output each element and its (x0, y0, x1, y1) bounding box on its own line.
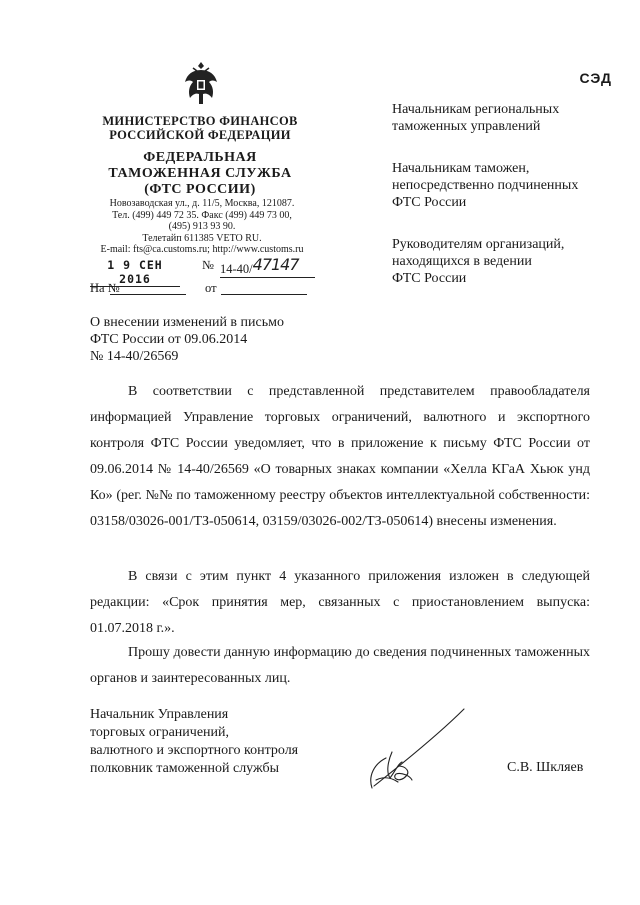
addressee-line: таможенных управлений (392, 119, 541, 134)
ref-number-label: На № (90, 281, 120, 295)
address-line: (495) 913 93 90. (168, 221, 236, 232)
addressee-line: находящихся в ведении (392, 254, 532, 269)
subject-line: ФТС России от 09.06.2014 (90, 332, 248, 347)
address-line: Телетайп 611385 VETO RU. (142, 232, 262, 244)
body-paragraph-1: В соответствии с представленной представителем правообладателя информацией Управление торговых ограничений, валютного и экспортного контроля ФТС России уведомляет, что в приложение к письму ФТС России от 09.06.2014 № 14-40/26569 «О товарных знаках компании «Хелла КГаА Хьюк унд Ко» (рег. №№ по таможенному реестру объектов интеллектуальной собственности: 03158/03026-001/ТЗ-050614, 03159/03026-002/ТЗ-050614) внесены изменения. (90, 384, 590, 529)
address-line: Новозаводская ул., д. 11/5, Москва, 121087. (109, 198, 295, 209)
registration-line (90, 255, 320, 286)
address-line: E-mail: fts@ca.customs.ru; http://www.customs.ru (100, 244, 304, 255)
addressee-line: Начальникам региональных (392, 102, 560, 117)
registration-date-stamp: 1 9 СЕН 2016 (90, 258, 180, 287)
position-line: полковник таможенной службы (90, 761, 280, 776)
sed-mark: СЭД (579, 70, 612, 86)
coat-of-arms-icon (183, 60, 219, 106)
ref-date-label: от (205, 281, 217, 295)
body-paragraph-2: В связи с этим пункт 4 указанного приложения изложен в следующей редакции: «Срок принятия мер, связанных с приостановлением выпуска: 01.07.2018 г.». (90, 569, 590, 636)
addressee-block (392, 101, 622, 135)
registration-number (220, 255, 315, 278)
ministry-name (100, 114, 300, 142)
addressee-line: непосредственно подчиненных (392, 178, 579, 193)
number-handwritten: 47147 (252, 255, 299, 274)
number-typed: 14-40/ (220, 262, 253, 276)
service-line: ТАМОЖЕННАЯ СЛУЖБА (108, 166, 292, 181)
body-paragraph-3: Прошу довести данную информацию до сведения подчиненных таможенных органов и заинтересованных лиц. (90, 645, 590, 686)
subject-line: № 14-40/26569 (90, 349, 179, 364)
ref-date-blank (221, 294, 307, 295)
reference-line (90, 281, 320, 299)
handwritten-signature (352, 706, 472, 791)
addressee-line: ФТС России (392, 271, 467, 286)
addressee-line: ФТС России (392, 195, 467, 210)
service-line: ФЕДЕРАЛЬНАЯ (143, 150, 257, 165)
addressee-block (392, 160, 622, 211)
ministry-line: МИНИСТЕРСТВО ФИНАНСОВ (102, 114, 298, 128)
position-line: торговых ограничений, (90, 725, 230, 740)
number-label: № (202, 258, 214, 272)
signer-name: С.В. Шкляев (507, 760, 584, 775)
subject-line: О внесении изменений в письмо (90, 315, 284, 330)
ministry-line: РОССИЙСКОЙ ФЕДЕРАЦИИ (109, 128, 291, 142)
addressee-block (392, 236, 622, 287)
service-line: (ФТС РОССИИ) (144, 182, 256, 197)
letter-subject (90, 314, 330, 365)
addressee-line: Начальникам таможен, (392, 161, 530, 176)
address-line: Тел. (499) 449 72 35. Факс (499) 449 73 00, (112, 209, 292, 221)
addressee-line: Руководителям организаций, (392, 237, 565, 252)
signer-position (90, 706, 330, 778)
position-line: Начальник Управления (90, 707, 229, 722)
ref-number-blank (110, 294, 186, 295)
position-line: валютного и экспортного контроля (90, 743, 299, 758)
contact-address (82, 198, 322, 256)
service-name (100, 150, 300, 198)
